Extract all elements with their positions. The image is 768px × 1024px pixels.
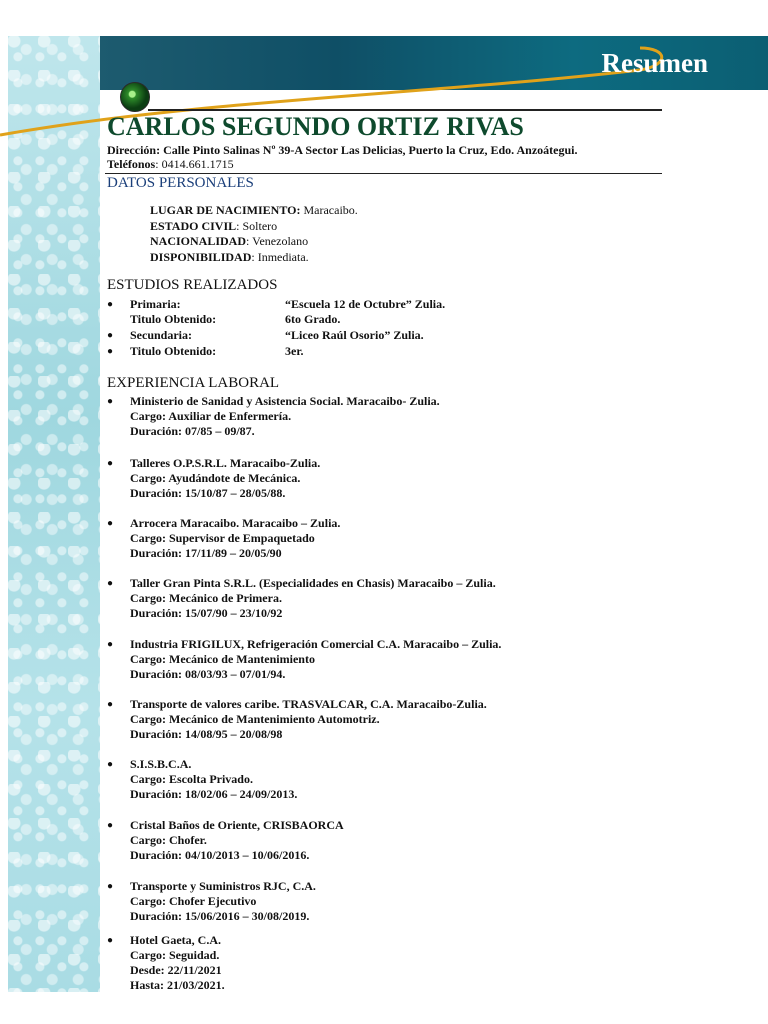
section-divider (105, 173, 662, 174)
job-entry (130, 697, 487, 742)
job-detail: Duración: 18/02/06 – 24/09/2013. (130, 787, 298, 801)
job-detail: Hasta: 21/03/2021. (130, 978, 225, 992)
job-detail: Duración: 15/10/87 – 28/05/88. (130, 486, 286, 500)
candidate-name: CARLOS SEGUNDO ORTIZ RIVAS (107, 112, 524, 141)
job-employer: S.I.S.B.C.A. (130, 757, 192, 771)
bullet-icon: ● (107, 396, 114, 407)
job-detail: Duración: 08/03/93 – 07/01/94. (130, 667, 286, 681)
study-value: 6to Grado. (285, 312, 341, 326)
study-label: Primaria: (130, 297, 181, 311)
job-detail: Duración: 04/10/2013 – 10/06/2016. (130, 848, 310, 862)
bullet-icon: ● (107, 578, 114, 589)
personal-row (150, 234, 358, 250)
job-entry (130, 456, 320, 501)
bullet-icon: ● (107, 820, 114, 831)
bullet-icon: ● (107, 881, 114, 892)
job-detail: Cargo: Ayudándote de Mecánica. (130, 471, 301, 485)
studies-heading: ESTUDIOS REALIZADOS (107, 277, 278, 293)
job-detail: Cargo: Mecánico de Mantenimiento Automotriz. (130, 712, 380, 726)
job-detail: Cargo: Mecánico de Mantenimiento (130, 652, 315, 666)
phone-line (107, 157, 234, 172)
personal-label: DISPONIBILIDAD (150, 249, 252, 264)
job-entry (130, 818, 344, 863)
job-detail: Cargo: Supervisor de Empaquetado (130, 531, 315, 545)
job-detail: Desde: 22/11/2021 (130, 963, 222, 977)
job-employer: Arrocera Maracaibo. Maracaibo – Zulia. (130, 516, 341, 530)
job-detail: Cargo: Mecánico de Primera. (130, 591, 282, 605)
job-detail: Cargo: Seguidad. (130, 948, 220, 962)
water-drops-sidebar (8, 36, 100, 992)
job-employer: Talleres O.P.S.R.L. Maracaibo-Zulia. (130, 456, 321, 470)
job-entry (130, 576, 496, 621)
personal-row (150, 219, 358, 235)
job-employer: Industria FRIGILUX, Refrigeración Comercial C.A. Maracaibo – Zulia. (130, 637, 502, 651)
bullet-icon: ● (107, 518, 114, 529)
personal-value: : Soltero (236, 218, 278, 233)
job-entry (130, 757, 297, 802)
job-entry (130, 933, 225, 993)
job-detail: Duración: 15/07/90 – 23/10/92 (130, 606, 283, 620)
bullet-icon: ● (107, 330, 114, 341)
study-value: 3er. (285, 344, 304, 358)
study-label: Secundaria: (130, 328, 193, 342)
job-entry (130, 394, 440, 439)
job-employer: Cristal Baños de Oriente, CRISBAORCA (130, 818, 344, 832)
personal-row (150, 250, 358, 266)
job-employer: Hotel Gaeta, C.A. (130, 933, 221, 947)
study-label: Titulo Obtenido: (130, 312, 217, 326)
job-employer: Transporte y Suministros RJC, C.A. (130, 879, 316, 893)
bullet-icon: ● (107, 699, 114, 710)
address-line: Dirección: Calle Pinto Salinas Nº 39-A Sector Las Delicias, Puerto la Cruz, Edo. Anzoátegui. (107, 143, 578, 157)
job-detail: Duración: 15/06/2016 – 30/08/2019. (130, 909, 310, 923)
bullet-icon: ● (107, 458, 114, 469)
job-detail: Duración: 07/85 – 09/87. (130, 424, 255, 438)
job-entry (130, 637, 501, 682)
bullet-icon: ● (107, 935, 114, 946)
job-employer: Taller Gran Pinta S.R.L. (Especialidades en Chasis) Maracaibo – Zulia. (130, 576, 496, 590)
personal-value: : Venezolano (246, 234, 309, 248)
phone-value: : 0414.661.1715 (155, 157, 234, 171)
personal-data-list (150, 203, 358, 265)
job-detail: Duración: 14/08/95 – 20/08/98 (130, 727, 283, 741)
study-value: “Liceo Raúl Osorio” Zulia. (285, 328, 424, 342)
study-label: Titulo Obtenido: (130, 344, 217, 358)
job-entry (130, 516, 340, 561)
job-detail: Cargo: Auxiliar de Enfermería. (130, 409, 292, 423)
job-entry (130, 879, 316, 924)
header-title: Resumen (601, 48, 708, 78)
job-detail: Cargo: Chofer. (130, 833, 207, 847)
phone-label: Teléfonos (107, 157, 156, 171)
bullet-icon: ● (107, 639, 114, 650)
personal-heading: DATOS PERSONALES (107, 175, 254, 191)
study-value: “Escuela 12 de Octubre” Zulia. (285, 297, 446, 311)
personal-label: NACIONALIDAD (150, 234, 247, 248)
personal-value: Maracaibo. (300, 203, 358, 217)
personal-value: : Inmediata. (251, 249, 309, 264)
job-detail: Cargo: Escolta Privado. (130, 772, 253, 786)
job-detail: Cargo: Chofer Ejecutivo (130, 894, 257, 908)
bullet-icon: ● (107, 759, 114, 770)
job-employer: Ministerio de Sanidad y Asistencia Social. Maracaibo- Zulia. (130, 394, 440, 408)
job-detail: Duración: 17/11/89 – 20/05/90 (130, 546, 282, 560)
job-employer: Transporte de valores caribe. TRASVALCAR, C.A. Maracaibo-Zulia. (130, 697, 487, 711)
personal-label: ESTADO CIVIL (150, 218, 237, 233)
bullet-icon: ● (107, 299, 114, 310)
bullet-icon: ● (107, 346, 114, 357)
top-divider (148, 109, 662, 111)
experience-heading: EXPERIENCIA LABORAL (107, 375, 280, 391)
personal-row (150, 203, 358, 219)
personal-label: LUGAR DE NACIMIENTO: (150, 203, 301, 217)
green-orb-icon (120, 82, 150, 112)
